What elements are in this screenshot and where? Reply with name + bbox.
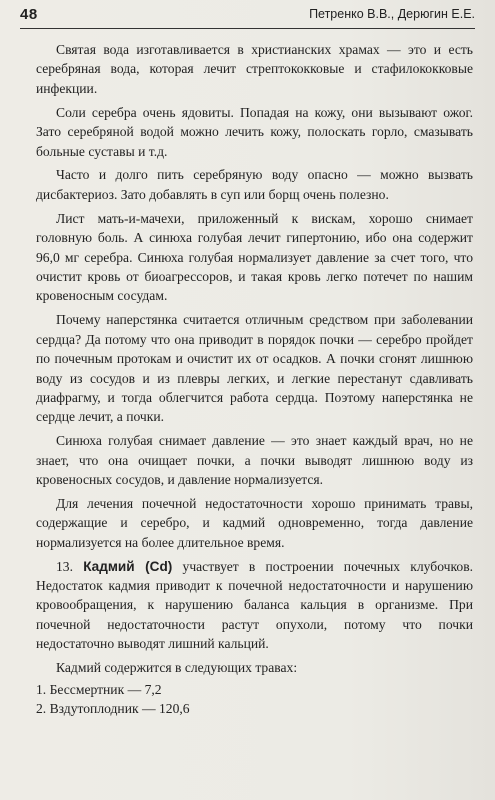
item-title: Кадмий (Cd): [83, 558, 173, 574]
paragraph: Соли серебра очень ядовиты. Попадая на кожу, они вызывают ожог. Зато серебряной водой можно лечить кожу, полоскать горло, смазывать больные суставы и т.д.: [36, 104, 473, 159]
cadmium-paragraph: [36, 557, 473, 654]
herb-list: [36, 680, 473, 719]
running-head: Петренко В.В., Дерюгин Е.Е.: [309, 7, 475, 21]
paragraph: Почему наперстянка считается отличным средством при заболевании сердца? Да потому что она приводит в порядок почки — серебро пройдет по почечным протокам и очистит их от осадков. А почки сгонят лишнюю воду из сосудов и из плевры легких, и легкие перестанут сдавливать диафрагму, и тогда облегчится работа сердца. Поэтому наперстянка не сердце лечит, а почки.: [36, 312, 473, 425]
paragraph: Лист мать-и-мачехи, приложенный к вискам, хорошо снимает головную боль. А синюха голубая лечит гипертонию, ибо она содержит 96,0 мг серебра. Синюха голубая нормализует давление за счет того, что очистит кровь от биоагрессоров, и такая кровь легко потечет по нашим кровеносным сосудам.: [36, 210, 473, 304]
herb-list-item: 2. Вздутоплодник — 120,6: [36, 701, 190, 716]
page-header: [20, 6, 475, 29]
paragraph: Синюха голубая снимает давление — это знает каждый врач, но не знает, что она очищает почки, а почки выводят лишнюю воду из кровеносных сосудов, и давление нормализуется.: [36, 433, 473, 488]
item-text: участвует в построении почечных клубочков. Недостаток кадмия приводит к почечной недостаточности и нарушению кровообращения, к нарушению баланса кальция в организме. При почечной недостаточности растут опухоли, потому что почки недостаточно выводят лишний кальций.: [36, 558, 474, 652]
item-number: 13.: [56, 558, 73, 574]
paragraph: Часто и долго пить серебряную воду опасно — можно вызвать дисбактериоз. Зато добавлять в суп или борщ очень полезно.: [36, 167, 473, 202]
herbs-intro: Кадмий содержится в следующих травах:: [56, 660, 298, 676]
paragraph: Святая вода изготавливается в христианских храмах — это и есть серебряная вода, которая лечит стрептококковые и стафилококковые инфекции.: [36, 42, 473, 96]
page-number: 48: [20, 6, 38, 23]
herb-list-item: 1. Бессмертник — 7,2: [36, 681, 162, 697]
paragraph: Для лечения почечной недостаточности хорошо принимать травы, содержащие и серебро, и кадмий одновременно, тогда давление нормализуется на более длительное время.: [36, 495, 473, 550]
page-body: [36, 40, 473, 718]
